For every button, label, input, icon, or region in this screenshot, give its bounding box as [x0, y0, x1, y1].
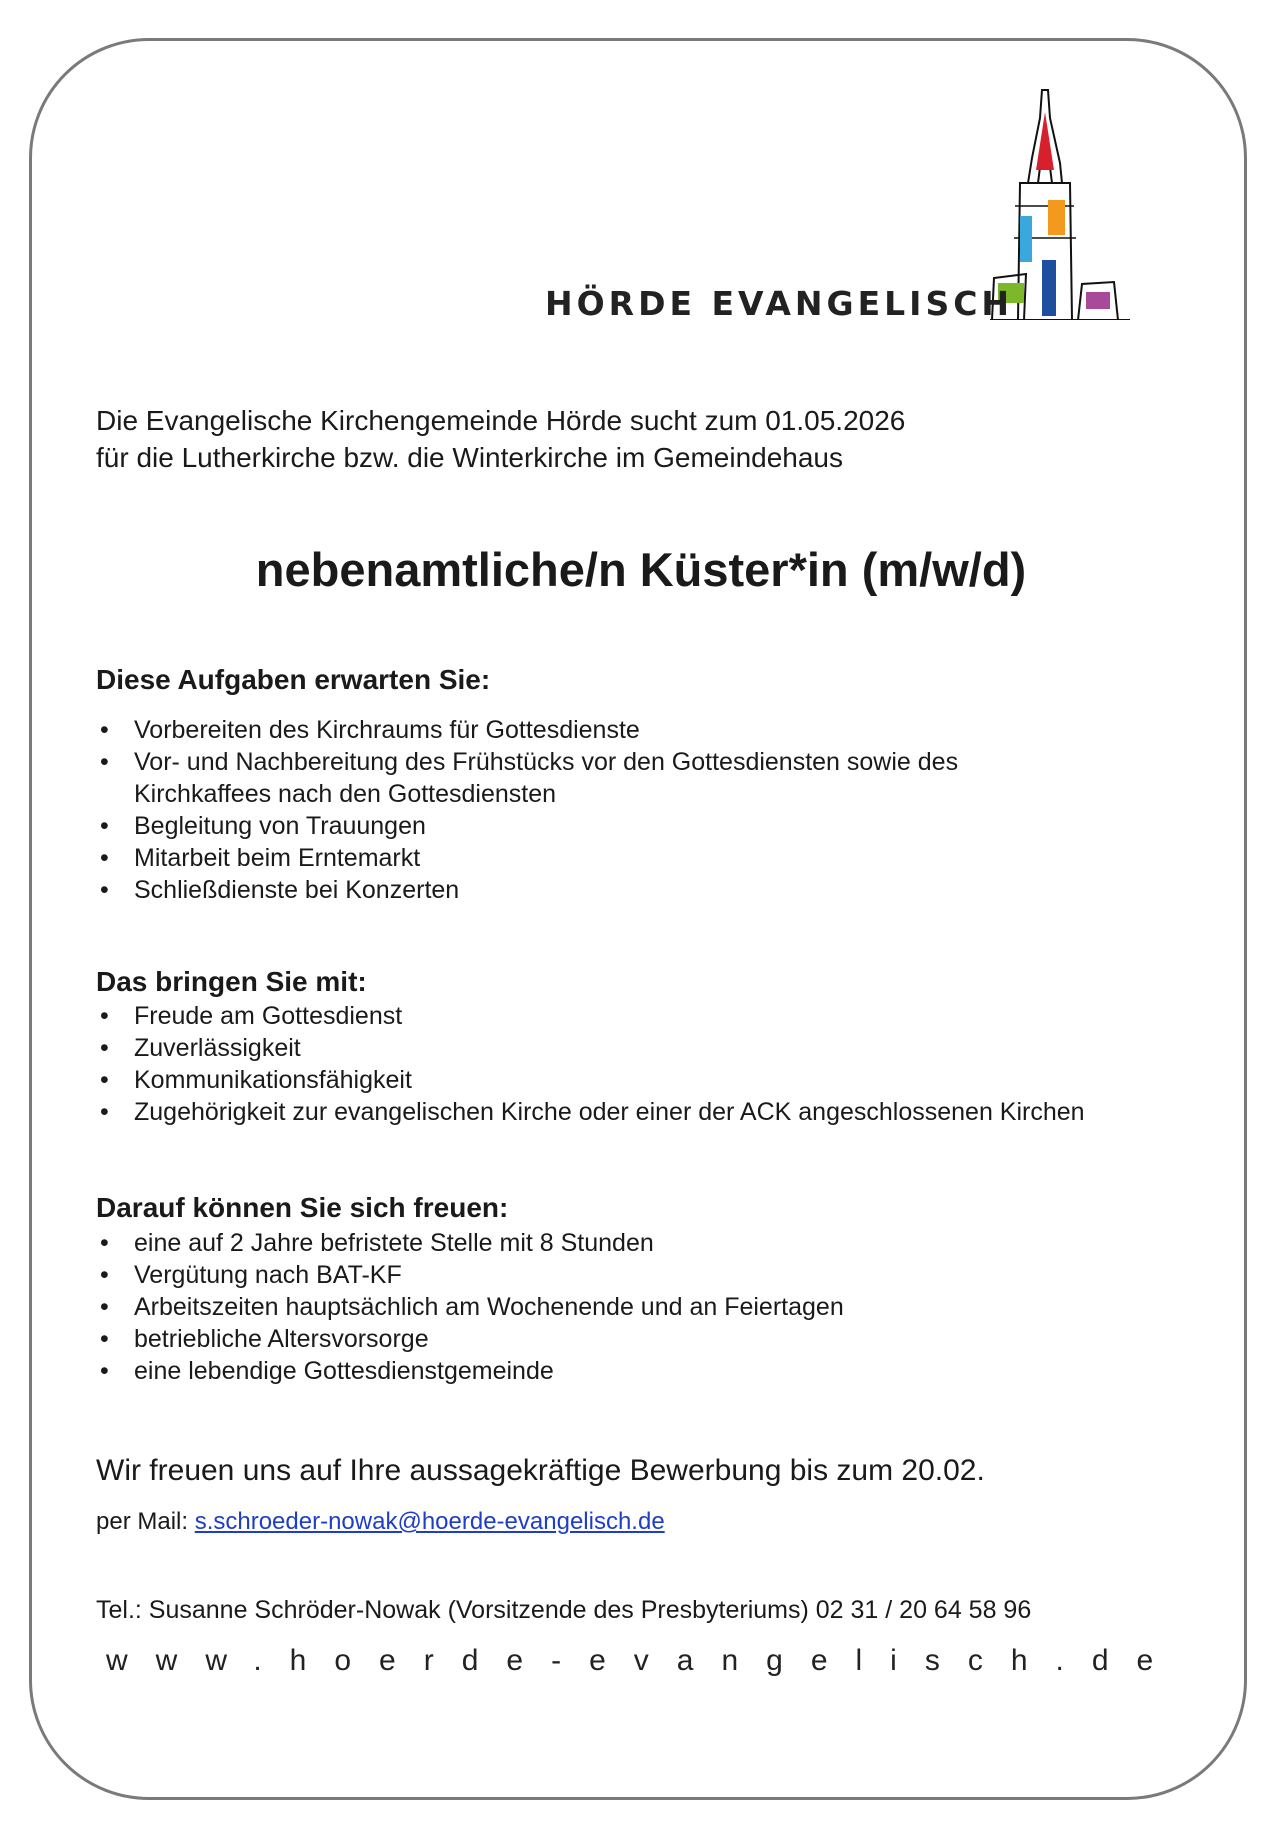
requirements-title: Das bringen Sie mit: [96, 966, 367, 997]
blue-window [1020, 216, 1032, 262]
application-call: Wir freuen uns auf Ihre aussagekräftige Bewerbung bis zum 20.02. [96, 1454, 985, 1487]
mail-label: per Mail: [96, 1508, 189, 1535]
phone-contact: Tel.: Susanne Schröder-Nowak (Vorsitzende des Presbyteriums) 02 31 / 20 64 58 96 [96, 1596, 1032, 1624]
list-item: • eine lebendige Gottesdienstgemeinde [96, 1355, 844, 1387]
job-title: nebenamtliche/n Küster*in (m/w/d) [255, 543, 1027, 596]
list-item: • Vorbereiten des Kirchraums für Gottesdienste [96, 714, 958, 746]
list-item: • Begleitung von Trauungen [96, 810, 958, 842]
logo-wordmark: HÖRDE EVANGELISCH [545, 284, 1014, 323]
website-url: www.hoerde-evangelisch.de [106, 1644, 1182, 1677]
list-item: • Freude am Gottesdienst [96, 1000, 1085, 1032]
benefits-title: Darauf können Sie sich freuen: [96, 1192, 509, 1223]
list-item: • Zugehörigkeit zur evangelischen Kirche oder einer der ACK angeschlossenen Kirchen [96, 1096, 1085, 1128]
church-logo [545, 88, 1140, 323]
list-item: • eine auf 2 Jahre befristete Stelle mit 8 Stunden [96, 1227, 844, 1259]
mail-link[interactable]: s.schroeder-nowak@hoerde-evangelisch.de [194, 1508, 665, 1535]
tasks-list [96, 714, 958, 906]
list-item: • Zuverlässigkeit [96, 1032, 1085, 1064]
intro-line-1: Die Evangelische Kirchengemeinde Hörde sucht zum 01.05.2026 [96, 405, 906, 436]
intro-line-2: für die Lutherkirche bzw. die Winterkirche im Gemeindehaus [96, 442, 844, 473]
purple-window [1086, 292, 1110, 309]
list-item: • Kommunikationsfähigkeit [96, 1064, 1085, 1096]
orange-window [1048, 200, 1065, 235]
list-item: • Vor- und Nachbereitung des Frühstücks vor den Gottesdiensten sowie des Kirchkaffees nach den Gottesdiensten [96, 746, 958, 810]
job-posting [96, 402, 1196, 1677]
list-item: • betriebliche Altersvorsorge [96, 1323, 844, 1355]
list-item: • Schließdienste bei Konzerten [96, 874, 958, 906]
darkblue-door [1042, 260, 1056, 316]
intro-text [96, 402, 1196, 476]
requirements-list [96, 1000, 1085, 1128]
list-item: • Arbeitszeiten hauptsächlich am Wochenende und an Feiertagen [96, 1291, 844, 1323]
tasks-title: Diese Aufgaben erwarten Sie: [96, 664, 491, 695]
mail-line [96, 1508, 665, 1536]
benefits-list [96, 1227, 844, 1387]
list-item: • Mitarbeit beim Erntemarkt [96, 842, 958, 874]
list-item: • Vergütung nach BAT-KF [96, 1259, 844, 1291]
